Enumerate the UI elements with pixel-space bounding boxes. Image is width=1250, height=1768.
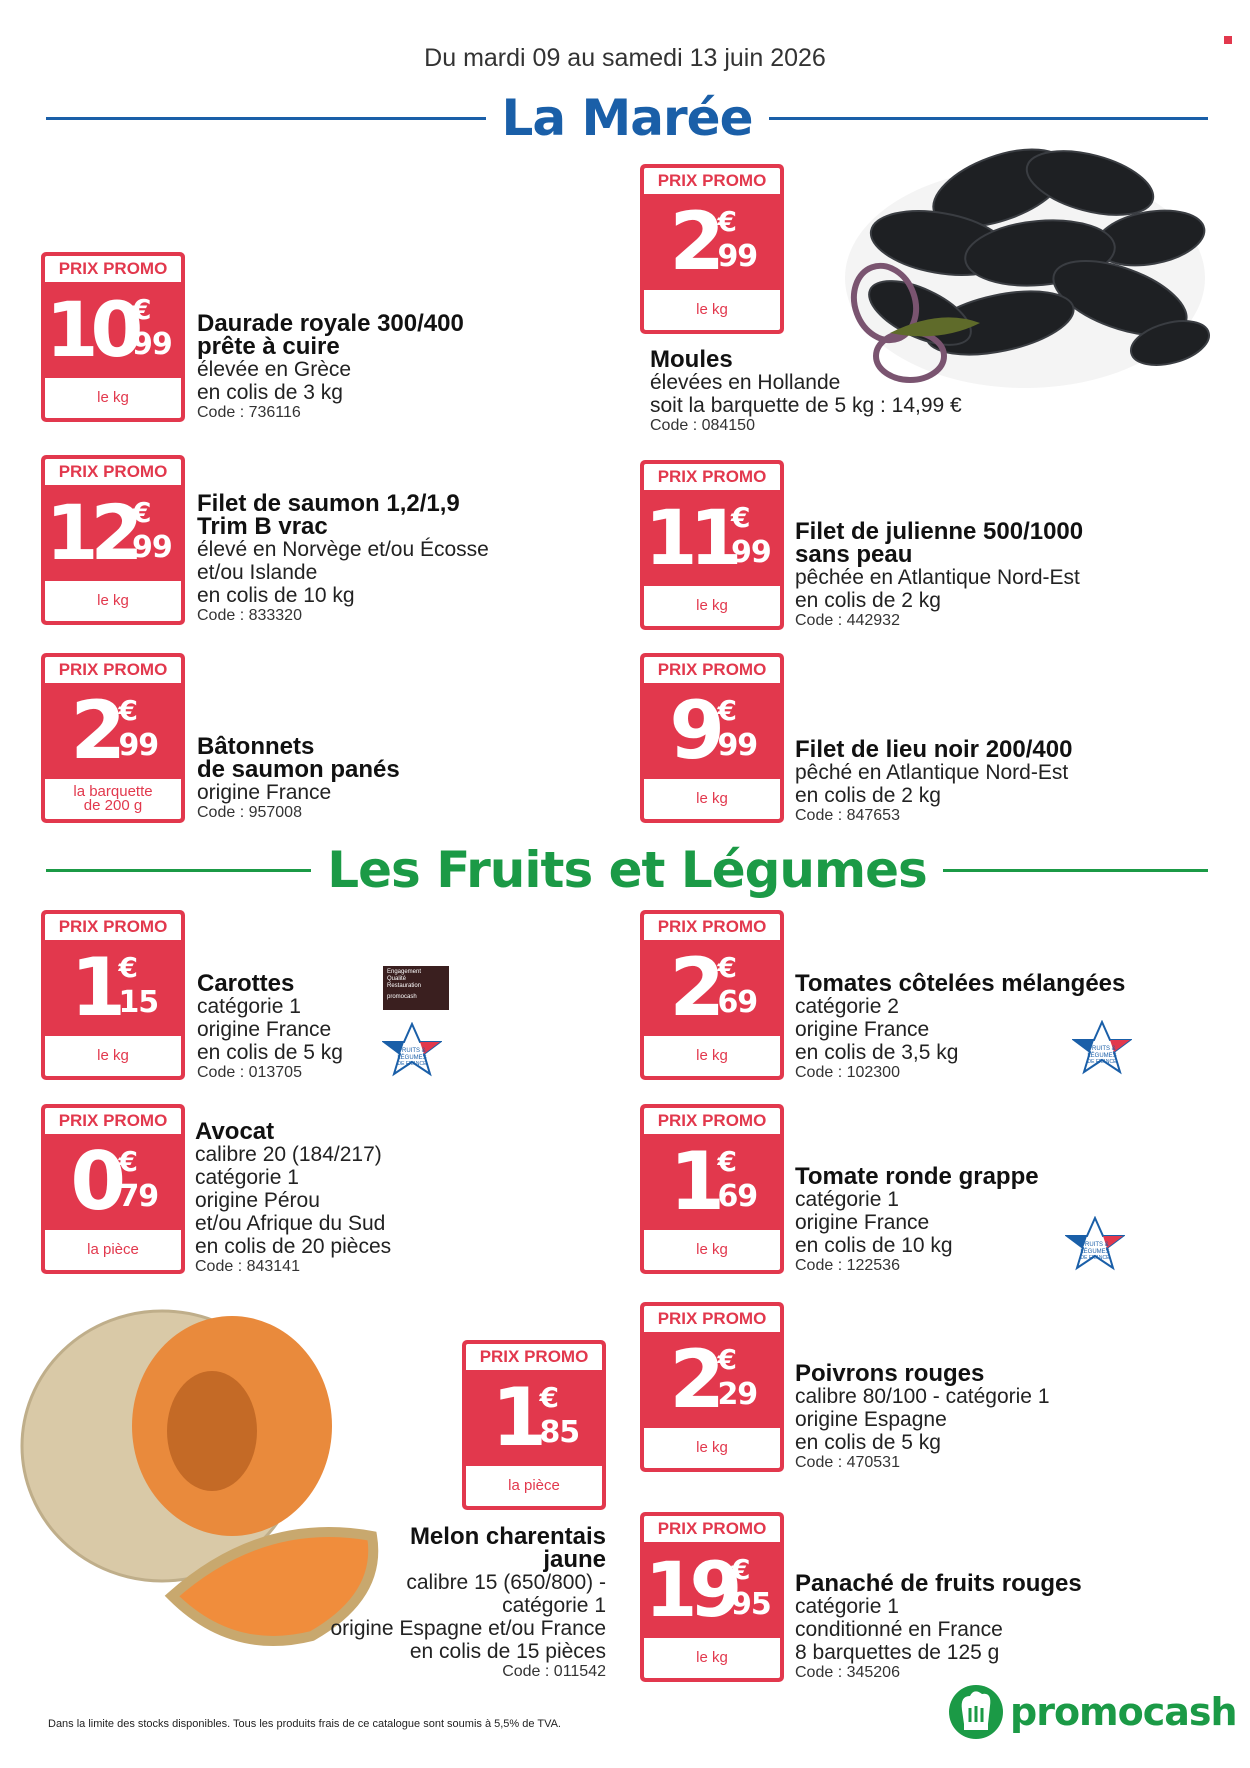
tag-label: PRIX PROMO (644, 657, 780, 683)
badge-text: Engagement (387, 969, 422, 975)
brand-name: promocash (1010, 1690, 1237, 1734)
product-carottes (197, 972, 397, 1082)
section-title-fruits (46, 840, 1208, 900)
product-detail: élevée en Grèce (197, 358, 352, 381)
product-detail: et/ou Islande (197, 561, 318, 584)
price-unit: le kg (45, 378, 181, 418)
badge-text: promocash (387, 994, 417, 1000)
price-currency: € (717, 694, 737, 727)
price-decimals: 99 (132, 327, 172, 362)
price-unit: la barquette de 200 g (45, 779, 181, 819)
svg-text:FRUITS &: FRUITS & (398, 1048, 426, 1054)
product-code: Code : 833320 (197, 607, 302, 624)
price-currency: € (717, 1145, 737, 1178)
product-detail: catégorie 1 (197, 995, 301, 1018)
product-detail: catégorie 1 (795, 1595, 899, 1618)
tag-label: PRIX PROMO (45, 256, 181, 282)
price-int: 2 (669, 195, 718, 288)
product-detail: pêché en Atlantique Nord-Est (795, 761, 1069, 784)
product-code: Code : 011542 (502, 1663, 606, 1680)
product-detail: catégorie 1 (502, 1594, 606, 1617)
tag-label: PRIX PROMO (644, 914, 780, 940)
price-decimals: 95 (731, 1587, 771, 1622)
price-unit: le kg (644, 779, 780, 819)
product-detail: origine France (197, 1018, 332, 1041)
price (644, 683, 780, 779)
product-detail: catégorie 1 (795, 1188, 899, 1211)
product-code: Code : 957008 (197, 804, 302, 821)
svg-text:LÉGUMES: LÉGUMES (397, 1055, 427, 1061)
product-name: Filet de saumon 1,2/1,9 (197, 490, 460, 517)
promo-dates: Du mardi 09 au samedi 13 juin 2026 (424, 44, 826, 72)
product-julienne (795, 520, 1135, 630)
corner-mark (1224, 36, 1232, 44)
product-melon (296, 1525, 606, 1681)
product-detail: calibre 20 (184/217) (195, 1143, 382, 1166)
product-code: Code : 470531 (795, 1454, 900, 1471)
price-decimals: 99 (118, 728, 159, 763)
product-detail: en colis de 20 pièces (195, 1235, 392, 1258)
tag-label: PRIX PROMO (466, 1344, 602, 1370)
tag-label: PRIX PROMO (644, 1306, 780, 1332)
price-int: 2 (70, 684, 119, 777)
product-detail: élevées en Hollande (650, 371, 841, 394)
product-detail: catégorie 2 (795, 995, 899, 1018)
tag-label: PRIX PROMO (644, 1516, 780, 1542)
price (644, 940, 780, 1036)
product-code: Code : 013705 (197, 1064, 302, 1081)
product-saumon (197, 492, 537, 625)
product-code: Code : 122536 (795, 1257, 900, 1274)
price-decimals: 69 (717, 985, 758, 1020)
price-currency: € (717, 951, 737, 984)
price-decimals: 79 (118, 1179, 159, 1214)
price-currency: € (731, 501, 751, 534)
product-detail: en colis de 3 kg (197, 381, 343, 404)
price-int: 19 (644, 1545, 735, 1634)
title-rule-right (943, 869, 1208, 872)
title-rule-left (46, 117, 486, 120)
price-tag-melon (462, 1340, 606, 1510)
product-detail: conditionné en France (795, 1618, 1003, 1641)
price-unit: le kg (644, 1428, 780, 1468)
product-name: Bâtonnets (197, 733, 315, 760)
price-tag-moules (640, 164, 784, 334)
price-decimals: 99 (731, 535, 771, 570)
price (644, 1134, 780, 1230)
product-code: Code : 847653 (795, 807, 900, 824)
price-decimals: 99 (717, 728, 758, 763)
product-name: Carottes (197, 970, 295, 997)
svg-text:LÉGUMES: LÉGUMES (1087, 1053, 1117, 1059)
product-name: Melon charentais (409, 1523, 606, 1550)
badge-text: Qualité (387, 976, 407, 982)
section-label-maree: La Marée (501, 89, 753, 147)
product-batonnets (197, 735, 497, 822)
price-currency: € (118, 1145, 138, 1178)
product-code: Code : 843141 (195, 1258, 300, 1275)
price (466, 1370, 602, 1466)
price (644, 1332, 780, 1428)
price-tag-tomate-grappe (640, 1104, 784, 1274)
promocash-logo (948, 1680, 1237, 1744)
price-int: 2 (669, 1333, 718, 1426)
product-detail: origine France (795, 1018, 930, 1041)
price-currency: € (717, 1343, 737, 1376)
product-name: Tomate ronde grappe (795, 1163, 1039, 1190)
tag-label: PRIX PROMO (45, 657, 181, 683)
price-int: 10 (45, 285, 136, 374)
product-code: Code : 102300 (795, 1064, 900, 1081)
price-currency: € (539, 1381, 559, 1414)
badge-text: Restauration (387, 983, 422, 989)
price (644, 1542, 780, 1638)
product-detail: et/ou Afrique du Sud (195, 1212, 386, 1235)
product-name: Poivrons rouges (795, 1360, 985, 1387)
svg-text:LÉGUMES: LÉGUMES (1080, 1249, 1110, 1255)
price-int: 9 (669, 684, 718, 777)
section-label-fruits: Les Fruits et Légumes (327, 841, 927, 899)
product-detail: pêchée en Atlantique Nord-Est (795, 566, 1080, 589)
tag-label: PRIX PROMO (644, 168, 780, 194)
product-name: sans peau (795, 541, 913, 568)
price-currency: € (118, 694, 138, 727)
price (45, 282, 181, 378)
price-tag-batonnets (41, 653, 185, 823)
price-unit: le kg (644, 290, 780, 330)
product-detail: en colis de 10 kg (197, 584, 355, 607)
price-decimals: 69 (717, 1179, 758, 1214)
tag-label: PRIX PROMO (644, 464, 780, 490)
product-code: Code : 736116 (197, 404, 301, 421)
product-detail: calibre 80/100 - catégorie 1 (795, 1385, 1050, 1408)
price-unit: le kg (644, 586, 780, 626)
product-name: de saumon panés (197, 756, 400, 783)
price-int: 12 (45, 488, 136, 577)
price-tag-saumon (41, 455, 185, 625)
product-name: Tomates côtelées mélangées (795, 970, 1126, 997)
price (644, 490, 780, 586)
product-detail: en colis de 10 kg (795, 1234, 953, 1257)
footer-note: Dans la limite des stocks disponibles. Tous les produits frais de ce catalogue sont soumis à 5,5% de TVA. (48, 1718, 561, 1730)
price-tag-avocat (41, 1104, 185, 1274)
chef-hat-icon (948, 1680, 1004, 1744)
product-detail: en colis de 3,5 kg (795, 1041, 959, 1064)
product-detail: en colis de 5 kg (197, 1041, 343, 1064)
price-unit: le kg (644, 1638, 780, 1678)
tag-label: PRIX PROMO (644, 1108, 780, 1134)
fruits-legumes-de-france-logo (1065, 1216, 1125, 1272)
price-int: 1 (491, 1371, 540, 1464)
price-decimals: 15 (118, 985, 159, 1020)
fruits-legumes-de-france-logo (382, 1022, 442, 1078)
product-lieu (795, 738, 1135, 825)
price-unit: le kg (644, 1230, 780, 1270)
price (45, 1134, 181, 1230)
price (644, 194, 780, 290)
product-tomate-grappe (795, 1165, 1095, 1275)
price-int: 1 (70, 941, 119, 1034)
price-currency: € (731, 1553, 751, 1586)
product-name: Trim B vrac (197, 513, 328, 540)
price-tag-carottes (41, 910, 185, 1080)
engagement-qualite-badge (383, 966, 449, 1010)
product-detail: origine Espagne (795, 1408, 947, 1431)
tag-label: PRIX PROMO (45, 914, 181, 940)
price-decimals: 29 (717, 1377, 758, 1412)
price-int: 1 (669, 1135, 718, 1228)
fruits-legumes-de-france-logo (1072, 1020, 1132, 1076)
product-detail: catégorie 1 (195, 1166, 299, 1189)
product-detail: calibre 15 (650/800) - (406, 1571, 606, 1594)
price-int: 0 (70, 1135, 119, 1228)
title-rule-left (46, 869, 311, 872)
product-name: Filet de julienne 500/1000 (795, 518, 1084, 545)
product-name: Panaché de fruits rouges (795, 1570, 1082, 1597)
svg-text:FRUITS &: FRUITS & (1081, 1242, 1109, 1248)
svg-text:FRUITS &: FRUITS & (1088, 1046, 1116, 1052)
product-detail: soit la barquette de 5 kg : 14,99 € (650, 394, 962, 417)
product-name: Filet de lieu noir 200/400 (795, 736, 1073, 763)
product-name: Daurade royale 300/400 (197, 310, 464, 337)
product-detail: en colis de 5 kg (795, 1431, 941, 1454)
price (45, 485, 181, 581)
product-name: prête à cuire (197, 333, 340, 360)
product-panache (795, 1572, 1155, 1682)
product-daurade (197, 312, 527, 422)
product-detail: en colis de 15 pièces (409, 1640, 606, 1663)
price-currency: € (717, 205, 737, 238)
price-unit: le kg (644, 1036, 780, 1076)
tag-label: PRIX PROMO (45, 1108, 181, 1134)
svg-text:DE FRANCE: DE FRANCE (397, 1061, 427, 1067)
price (45, 683, 181, 779)
price-decimals: 99 (717, 239, 758, 274)
price-tag-panache (640, 1512, 784, 1682)
product-detail: origine France (197, 781, 332, 804)
price-currency: € (118, 951, 138, 984)
product-name: Moules (650, 346, 733, 373)
title-rule-right (769, 117, 1209, 120)
price-unit: le kg (45, 1036, 181, 1076)
price-unit: la pièce (466, 1466, 602, 1506)
price-tag-lieu (640, 653, 784, 823)
svg-text:DE FRANCE: DE FRANCE (1080, 1255, 1110, 1261)
price-unit: la pièce (45, 1230, 181, 1270)
price-int: 2 (669, 941, 718, 1034)
price-unit: le kg (45, 581, 181, 621)
product-detail: origine France (795, 1211, 930, 1234)
price-int: 11 (644, 493, 735, 582)
product-detail: origine Espagne et/ou France (330, 1617, 606, 1640)
price-currency: € (132, 293, 152, 326)
product-detail: origine Pérou (195, 1189, 320, 1212)
product-moules (650, 348, 1050, 435)
price (45, 940, 181, 1036)
svg-text:DE FRANCE: DE FRANCE (1087, 1059, 1117, 1065)
product-code: Code : 345206 (795, 1664, 900, 1681)
price-currency: € (132, 496, 152, 529)
price-decimals: 99 (132, 530, 172, 565)
product-detail: élevé en Norvège et/ou Écosse (197, 538, 489, 561)
price-decimals: 85 (539, 1415, 580, 1450)
product-name: Avocat (195, 1118, 275, 1145)
product-name: jaune (543, 1546, 606, 1573)
price-tag-julienne (640, 460, 784, 630)
product-avocat (195, 1120, 455, 1276)
product-poivrons (795, 1362, 1155, 1472)
price-tag-poivrons (640, 1302, 784, 1472)
product-detail: en colis de 2 kg (795, 784, 941, 807)
product-code: Code : 442932 (795, 612, 900, 629)
product-code: Code : 084150 (650, 417, 755, 434)
product-detail: en colis de 2 kg (795, 589, 941, 612)
tag-label: PRIX PROMO (45, 459, 181, 485)
price-tag-tomates-cotelees (640, 910, 784, 1080)
price-tag-daurade (41, 252, 185, 422)
product-detail: 8 barquettes de 125 g (795, 1641, 1000, 1664)
